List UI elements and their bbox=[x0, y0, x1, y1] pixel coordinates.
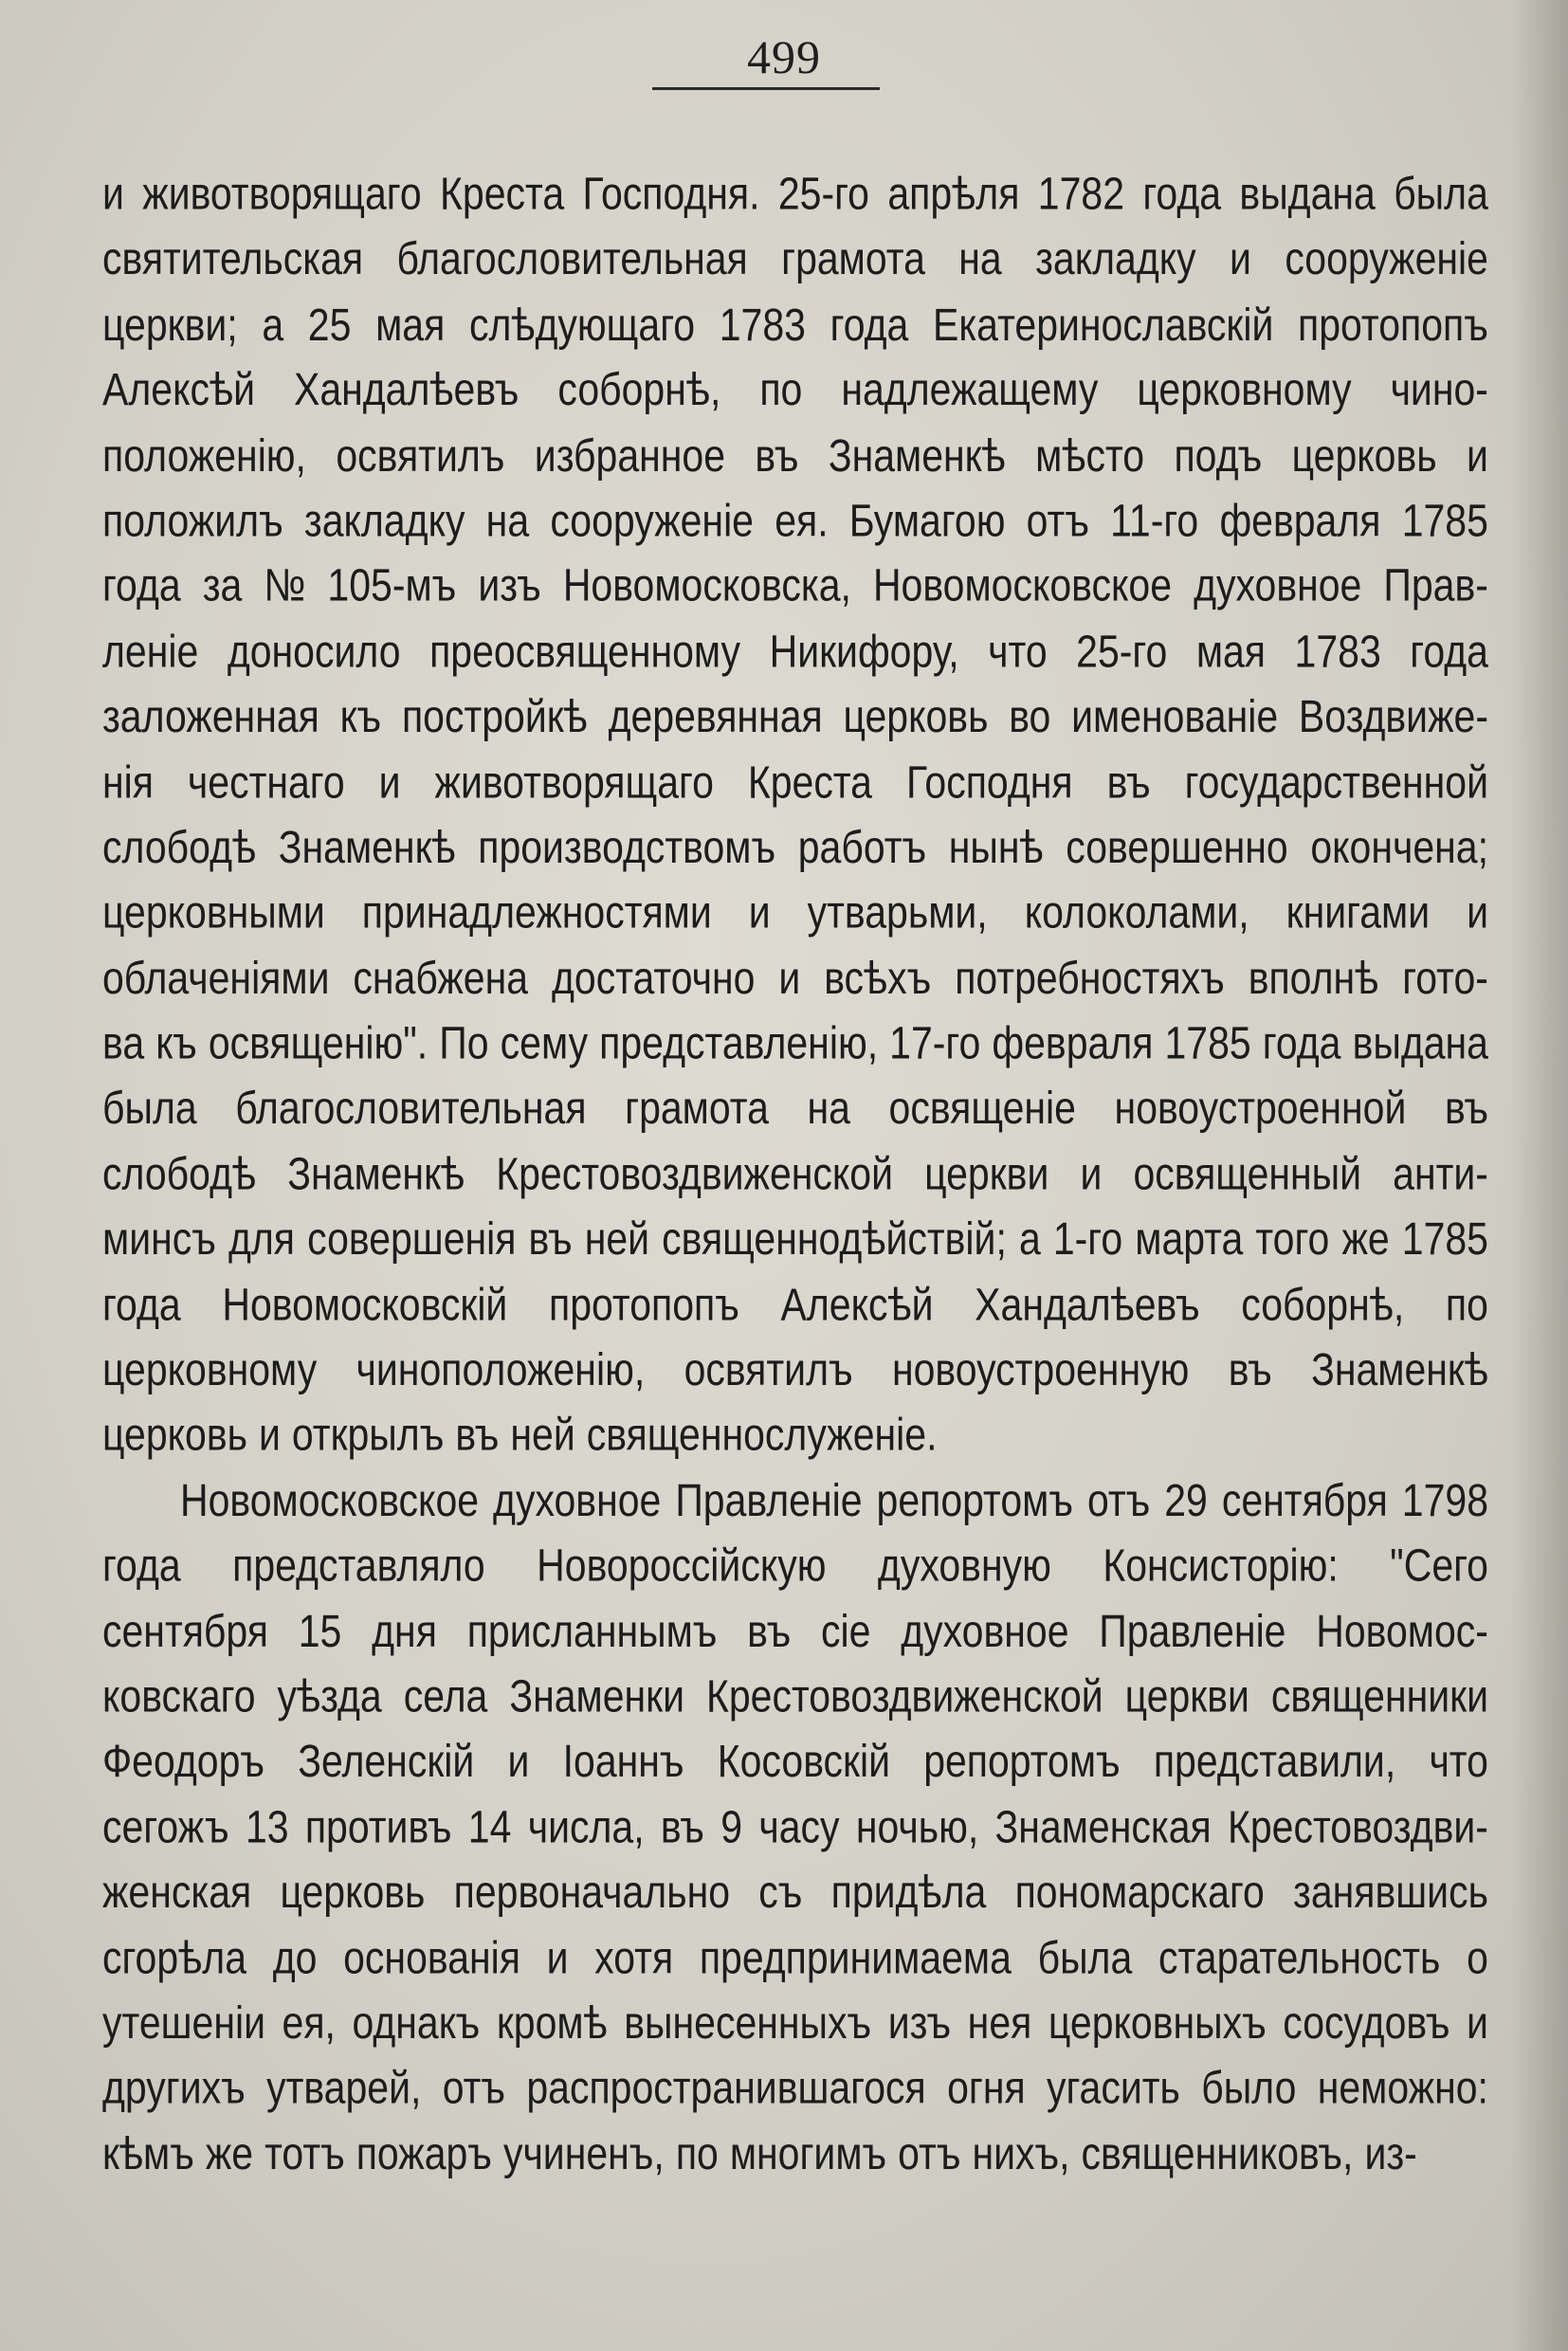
text-line: и животворящаго Креста Господня. 25-го апрѣля 1782 года выдана была bbox=[102, 168, 1488, 220]
text-line: положенію, освятилъ избранное въ Знаменкѣ мѣсто подъ церковь и bbox=[102, 428, 1488, 481]
text-line: нія честнаго и животворящаго Креста Господня въ государственной bbox=[102, 756, 1488, 808]
text-line: церковному чиноположенію, освятилъ новоустроенную въ Знаменкѣ bbox=[102, 1343, 1488, 1395]
text-line: минсъ для совершенія въ ней священнодѣйствій; а 1-го марта того же 1785 bbox=[102, 1212, 1488, 1265]
text-line: года представляло Новороссійскую духовную Консисторію: "Сего bbox=[102, 1539, 1488, 1592]
text-line: Новомосковское духовное Правленіе репортомъ отъ 29 сентября 1798 bbox=[180, 1474, 1488, 1526]
text-line: утешеніи ея, однакъ кромѣ вынесенныхъ изъ нея церковныхъ сосудовъ и bbox=[102, 1996, 1488, 2049]
page-number-rule bbox=[652, 87, 880, 90]
text-line: святительская благословительная грамота на закладку и сооруженіе bbox=[102, 232, 1488, 285]
text-line: кѣмъ же тотъ пожаръ учиненъ, по многимъ отъ нихъ, священниковъ, из- bbox=[102, 2127, 1417, 2179]
text-line: Феодоръ Зеленскій и Іоаннъ Косовскій репортомъ представили, что bbox=[102, 1735, 1488, 1787]
text-line: сентября 15 дня присланнымъ въ сіе духовное Правленіе Новомос- bbox=[102, 1604, 1488, 1657]
text-line: положилъ закладку на сооруженіе ея. Бумагою отъ 11-го февраля 1785 bbox=[102, 494, 1488, 546]
text-line: сгорѣла до основанія и хотя предпринимаема была старательность о bbox=[102, 1931, 1488, 1983]
text-line: была благословительная грамота на освященіе новоустроенной въ bbox=[102, 1082, 1488, 1134]
page-number: 499 bbox=[747, 30, 821, 83]
text-line: облаченіями снабжена достаточно и всѣхъ потребностяхъ вполнѣ гото- bbox=[102, 951, 1488, 1004]
text-line: другихъ утварей, отъ распространившагося огня угасить было неможно: bbox=[102, 2062, 1488, 2114]
text-line: церковь и открылъ въ ней священнослуженіе. bbox=[102, 1409, 938, 1461]
text-line: слободѣ Знаменкѣ производствомъ работъ нынѣ совершенно окончена; bbox=[102, 821, 1488, 873]
text-line: Алексѣй Хандалѣевъ соборнѣ, по надлежащему церковному чино- bbox=[102, 363, 1488, 416]
text-line: года Новомосковскій протопопъ Алексѣй Хандалѣевъ соборнѣ, по bbox=[102, 1278, 1488, 1330]
text-line: ковскаго уѣзда села Знаменки Крестовоздвиженской церкви священники bbox=[102, 1669, 1488, 1722]
text-line: слободѣ Знаменкѣ Крестовоздвиженской церкви и освященный анти- bbox=[102, 1147, 1488, 1199]
page-shadow bbox=[1511, 0, 1568, 2351]
text-line: сегожъ 13 противъ 14 числа, въ 9 часу ночью, Знаменская Крестовоздви- bbox=[102, 1800, 1488, 1852]
text-line: заложенная къ постройкѣ деревянная церковь во именованіе Воздвиже- bbox=[102, 690, 1488, 742]
text-line: церкви; а 25 мая слѣдующаго 1783 года Екатеринославскій протопопъ bbox=[102, 298, 1488, 351]
text-line: женская церковь первоначально съ придѣла пономарскаго занявшись bbox=[102, 1866, 1488, 1918]
body-text bbox=[102, 161, 1488, 2186]
text-line: церковными принадлежностями и утварьми, колоколами, книгами и bbox=[102, 885, 1488, 939]
text-line: леніе доносило преосвященному Никифору, что 25-го мая 1783 года bbox=[102, 625, 1488, 677]
text-line: ва къ освященію". По сему представленію, 17-го февраля 1785 года выдана bbox=[102, 1016, 1488, 1069]
text-line: года за № 105-мъ изъ Новомосковска, Новомосковское духовное Прав- bbox=[102, 559, 1488, 611]
